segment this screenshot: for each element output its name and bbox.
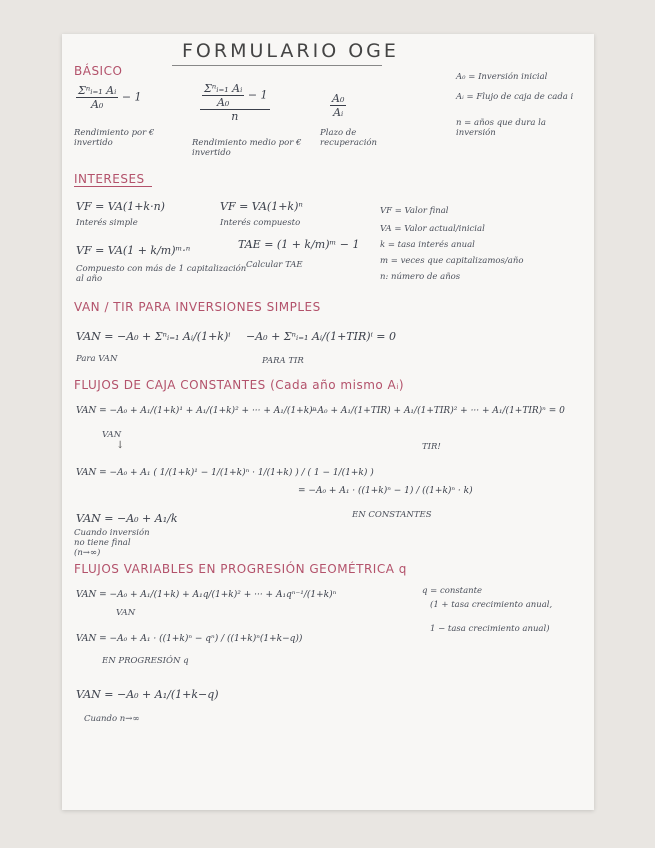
- van-constantes-resultado: = −A₀ + A₁ · ((1+k)ⁿ − 1) / ((1+k)ⁿ · k): [298, 486, 473, 496]
- van-simple: VAN = −A₀ + Σⁿᵢ₌₁ Aᵢ/(1+k)ⁱ: [76, 330, 231, 343]
- van-progresion-perpetua-note: Cuando n→∞: [84, 714, 140, 724]
- tae-formula: TAE = (1 + k/m)ᵐ − 1: [238, 238, 360, 251]
- section-intereses: INTERESES: [74, 172, 145, 186]
- intereses-legend-4: m = veces que capitalizamos/año: [380, 256, 524, 266]
- van-variables: VAN = −A₀ + A₁/(1+k) + A₁q/(1+k)² + ··· + A₁qⁿ⁻¹/(1+k)ⁿ: [76, 590, 337, 600]
- section-underline: [74, 186, 152, 187]
- van-progresion-perpetua: VAN = −A₀ + A₁/(1+k−q): [76, 688, 219, 701]
- section-flujos-constantes: FLUJOS DE CAJA CONSTANTES (Cada año mismo Aᵢ): [74, 378, 405, 392]
- basico-note-1: Rendimiento por € invertido: [74, 128, 155, 148]
- tir-constantes: −A₀ + A₁/(1+TIR) + A₁/(1+TIR)² + ··· + A₁/(1+TIR)ⁿ = 0: [310, 406, 565, 416]
- down-arrow-icon: ↓: [116, 440, 125, 451]
- intereses-legend-1: VF = Valor final: [380, 206, 449, 216]
- van-geometrica: VAN = −A₀ + A₁ ( 1/(1+k)¹ − 1/(1+k)ⁿ · 1/(1+k) ) / ( 1 − 1/(1+k) ): [76, 468, 374, 478]
- variables-legend-2: (1 + tasa crecimiento anual,: [430, 600, 553, 610]
- van-constantes-label: VAN: [102, 430, 122, 440]
- van-progresion: VAN = −A₀ + A₁ · ((1+k)ⁿ − qⁿ) / ((1+k)ⁿ(1+k−q)): [76, 634, 303, 644]
- variables-legend-1: q = constante: [422, 586, 483, 596]
- intereses-legend-5: n: número de años: [380, 272, 461, 282]
- basico-formula-2: $\frac{\text{Σⁿᵢ₌₁ Aᵢ}}{\text{A₀}}$ − 1 n: [200, 82, 270, 123]
- notebook-page: [62, 34, 594, 810]
- tir-simple-note: PARA TIR: [262, 356, 304, 366]
- basico-legend-2: Aᵢ = Flujo de caja de cada i: [456, 92, 574, 102]
- intereses-legend-2: VA = Valor actual/inicial: [380, 224, 485, 234]
- vf-capitalizacion-note: Compuesto con más de 1 capitalización al año: [76, 264, 247, 284]
- intereses-legend-3: k = tasa interés anual: [380, 240, 475, 250]
- van-perpetua: VAN = −A₀ + A₁/k: [76, 512, 178, 525]
- tir-simple: −A₀ + Σⁿᵢ₌₁ Aᵢ/(1+TIR)ⁱ = 0: [246, 330, 396, 343]
- van-constantes: VAN = −A₀ + A₁/(1+k)¹ + A₁/(1+k)² + ··· + A₁/(1+k)ⁿ: [76, 406, 317, 416]
- basico-formula-3: $\frac{\text{A₀}}{\text{Aᵢ}}$: [332, 92, 345, 119]
- title-underline: [172, 65, 382, 66]
- basico-legend-1: A₀ = Inversión inicial: [456, 72, 548, 82]
- section-flujos-variables: FLUJOS VARIABLES EN PROGRESIÓN GEOMÉTRICA q: [74, 562, 407, 576]
- vf-compuesto: VF = VA(1+k)ⁿ: [220, 200, 303, 213]
- tae-note: Calcular TAE: [246, 260, 303, 270]
- basico-note-2: Rendimiento medio por € invertido: [192, 138, 302, 158]
- en-constantes-note: EN CONSTANTES: [352, 510, 432, 520]
- section-van-tir: VAN / TIR PARA INVERSIONES SIMPLES: [74, 300, 321, 314]
- variables-legend-3: 1 − tasa crecimiento anual): [430, 624, 550, 634]
- vf-compuesto-note: Interés compuesto: [220, 218, 301, 228]
- vf-simple-note: Interés simple: [76, 218, 138, 228]
- van-simple-note: Para VAN: [76, 354, 118, 364]
- vf-simple: VF = VA(1+k·n): [76, 200, 165, 213]
- page-title: FORMULARIO OGE: [182, 40, 399, 62]
- van-perpetua-note: Cuando inversión no tiene final (n→∞): [74, 528, 150, 558]
- van-progresion-note: EN PROGRESIÓN q: [102, 656, 189, 666]
- basico-legend-3: n = años que dura la inversión: [456, 118, 546, 138]
- vf-capitalizacion: VF = VA(1 + k/m)ᵐ·ⁿ: [76, 244, 191, 257]
- section-basico: BÁSICO: [74, 64, 123, 78]
- tir-constantes-label: TIR!: [422, 442, 441, 452]
- van-variables-label: VAN: [116, 608, 136, 618]
- basico-formula-1: $\frac{\text{Σⁿᵢ₌₁ Aᵢ}}{\text{A₀}}$ − 1: [78, 84, 142, 111]
- basico-note-3: Plazo de recuperación: [320, 128, 378, 148]
